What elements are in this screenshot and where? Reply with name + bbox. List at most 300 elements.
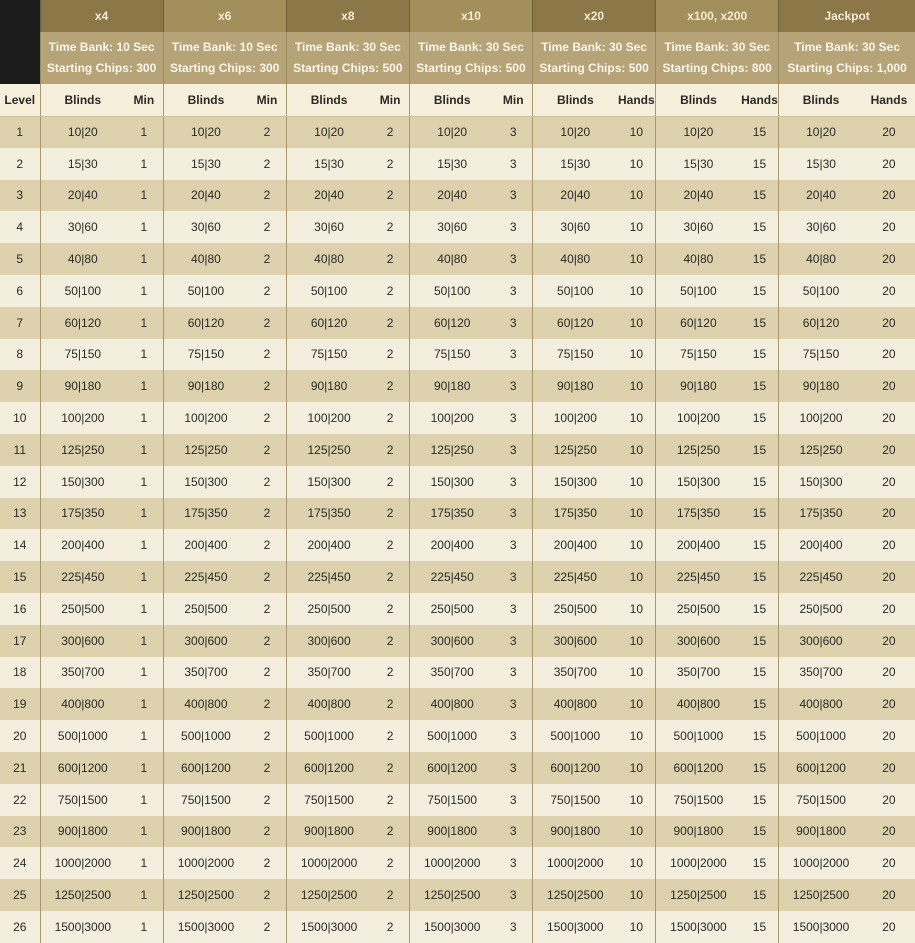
blinds-cell: 1250|2500 <box>779 879 863 911</box>
duration-cell: 2 <box>248 816 286 848</box>
table-row <box>0 911 915 943</box>
duration-cell: 15 <box>741 243 779 275</box>
level-cell: 20 <box>0 720 40 752</box>
duration-cell: 1 <box>125 911 163 943</box>
duration-cell: 3 <box>494 434 532 466</box>
blinds-cell: 250|500 <box>533 593 618 625</box>
blinds-cell: 1250|2500 <box>533 879 618 911</box>
blinds-cell: 15|30 <box>779 148 863 180</box>
blinds-cell: 1250|2500 <box>656 879 741 911</box>
blinds-cell: 30|60 <box>409 211 494 243</box>
duration-column-header: Min <box>494 84 532 116</box>
duration-cell: 2 <box>371 402 409 434</box>
duration-cell: 2 <box>248 561 286 593</box>
duration-cell: 10 <box>618 720 656 752</box>
duration-cell: 15 <box>741 657 779 689</box>
duration-cell: 10 <box>618 339 656 371</box>
blinds-cell: 1000|2000 <box>656 847 741 879</box>
table-row <box>0 370 915 402</box>
blinds-cell: 900|1800 <box>286 816 371 848</box>
blinds-cell: 90|180 <box>656 370 741 402</box>
duration-cell: 20 <box>863 816 915 848</box>
duration-cell: 2 <box>371 498 409 530</box>
starting-chips-text: Starting Chips: 300 <box>46 61 157 75</box>
time-bank-text: Time Bank: 10 Sec <box>171 40 278 54</box>
blinds-cell: 150|300 <box>286 466 371 498</box>
blinds-cell: 60|120 <box>409 307 494 339</box>
duration-cell: 10 <box>618 148 656 180</box>
duration-column-header: Min <box>125 84 163 116</box>
duration-cell: 15 <box>741 370 779 402</box>
table-row <box>0 243 915 275</box>
blinds-cell: 750|1500 <box>40 784 125 816</box>
duration-cell: 20 <box>863 911 915 943</box>
column-header-row <box>0 84 915 116</box>
blinds-cell: 90|180 <box>779 370 863 402</box>
blinds-cell: 90|180 <box>409 370 494 402</box>
level-cell: 23 <box>0 816 40 848</box>
duration-cell: 15 <box>741 275 779 307</box>
duration-cell: 20 <box>863 116 915 148</box>
blinds-cell: 100|200 <box>163 402 248 434</box>
duration-cell: 1 <box>125 561 163 593</box>
duration-cell: 15 <box>741 339 779 371</box>
blinds-cell: 15|30 <box>163 148 248 180</box>
duration-cell: 1 <box>125 434 163 466</box>
blinds-cell: 10|20 <box>533 116 618 148</box>
duration-cell: 2 <box>248 339 286 371</box>
duration-cell: 20 <box>863 688 915 720</box>
game-info-x20 <box>533 32 656 84</box>
blinds-column-header: Blinds <box>779 84 863 116</box>
blinds-cell: 125|250 <box>779 434 863 466</box>
duration-cell: 20 <box>863 879 915 911</box>
duration-column-header: Hands <box>863 84 915 116</box>
duration-cell: 20 <box>863 275 915 307</box>
game-info-jackpot <box>779 32 915 84</box>
duration-cell: 15 <box>741 625 779 657</box>
blinds-cell: 60|120 <box>533 307 618 339</box>
duration-cell: 2 <box>248 243 286 275</box>
level-cell: 22 <box>0 784 40 816</box>
blinds-cell: 1500|3000 <box>533 911 618 943</box>
table-row <box>0 879 915 911</box>
blinds-cell: 15|30 <box>40 148 125 180</box>
game-name-x6: x6 <box>163 0 286 32</box>
time-bank-text: Time Bank: 10 Sec <box>48 40 155 54</box>
table-row <box>0 720 915 752</box>
blinds-cell: 75|150 <box>409 339 494 371</box>
duration-cell: 20 <box>863 339 915 371</box>
duration-cell: 2 <box>248 593 286 625</box>
blinds-cell: 150|300 <box>779 466 863 498</box>
blinds-cell: 75|150 <box>40 339 125 371</box>
blinds-cell: 1250|2500 <box>409 879 494 911</box>
duration-cell: 10 <box>618 116 656 148</box>
duration-cell: 20 <box>863 307 915 339</box>
duration-cell: 10 <box>618 402 656 434</box>
duration-cell: 2 <box>248 911 286 943</box>
blinds-cell: 20|40 <box>533 180 618 212</box>
duration-cell: 1 <box>125 816 163 848</box>
duration-cell: 15 <box>741 498 779 530</box>
duration-cell: 2 <box>248 434 286 466</box>
duration-cell: 15 <box>741 784 779 816</box>
duration-cell: 10 <box>618 498 656 530</box>
blinds-cell: 1000|2000 <box>40 847 125 879</box>
blinds-cell: 10|20 <box>163 116 248 148</box>
duration-cell: 10 <box>618 275 656 307</box>
duration-cell: 10 <box>618 466 656 498</box>
starting-chips-text: Starting Chips: 1,000 <box>787 61 907 75</box>
time-bank-text: Time Bank: 30 Sec <box>541 40 647 54</box>
level-cell: 21 <box>0 752 40 784</box>
game-name-x100-x200: x100, x200 <box>656 0 779 32</box>
table-row <box>0 116 915 148</box>
table-row <box>0 752 915 784</box>
game-info-x8 <box>286 32 409 84</box>
blinds-cell: 50|100 <box>779 275 863 307</box>
blinds-cell: 225|450 <box>409 561 494 593</box>
duration-cell: 2 <box>248 275 286 307</box>
game-name-jackpot: Jackpot <box>779 0 915 32</box>
blinds-cell: 600|1200 <box>40 752 125 784</box>
blinds-cell: 20|40 <box>656 180 741 212</box>
duration-cell: 2 <box>371 370 409 402</box>
blinds-cell: 200|400 <box>656 529 741 561</box>
blinds-cell: 40|80 <box>163 243 248 275</box>
blinds-cell: 225|450 <box>163 561 248 593</box>
blinds-cell: 50|100 <box>163 275 248 307</box>
time-bank-text: Time Bank: 30 Sec <box>664 40 771 54</box>
blinds-cell: 20|40 <box>163 180 248 212</box>
duration-cell: 3 <box>494 275 532 307</box>
blinds-cell: 1000|2000 <box>163 847 248 879</box>
table-row <box>0 816 915 848</box>
blinds-cell: 1500|3000 <box>409 911 494 943</box>
starting-chips-text: Starting Chips: 800 <box>662 61 772 75</box>
duration-cell: 1 <box>125 370 163 402</box>
blinds-cell: 40|80 <box>779 243 863 275</box>
blinds-cell: 1250|2500 <box>163 879 248 911</box>
table-row <box>0 561 915 593</box>
duration-cell: 2 <box>371 211 409 243</box>
duration-cell: 10 <box>618 243 656 275</box>
duration-cell: 2 <box>248 847 286 879</box>
blinds-cell: 600|1200 <box>656 752 741 784</box>
level-cell: 16 <box>0 593 40 625</box>
game-name-x4: x4 <box>40 0 163 32</box>
duration-cell: 1 <box>125 466 163 498</box>
duration-cell: 20 <box>863 243 915 275</box>
duration-cell: 2 <box>371 625 409 657</box>
level-cell: 6 <box>0 275 40 307</box>
duration-cell: 1 <box>125 211 163 243</box>
duration-cell: 2 <box>248 625 286 657</box>
blinds-cell: 225|450 <box>779 561 863 593</box>
blinds-cell: 175|350 <box>533 498 618 530</box>
duration-cell: 2 <box>371 180 409 212</box>
level-cell: 5 <box>0 243 40 275</box>
duration-cell: 3 <box>494 529 532 561</box>
blinds-cell: 200|400 <box>409 529 494 561</box>
blinds-cell: 300|600 <box>779 625 863 657</box>
blinds-cell: 1500|3000 <box>163 911 248 943</box>
duration-cell: 3 <box>494 498 532 530</box>
duration-cell: 20 <box>863 498 915 530</box>
blinds-cell: 60|120 <box>40 307 125 339</box>
game-info-x10 <box>409 32 532 84</box>
duration-cell: 3 <box>494 402 532 434</box>
duration-cell: 2 <box>248 211 286 243</box>
blinds-cell: 900|1800 <box>533 816 618 848</box>
blinds-cell: 300|600 <box>656 625 741 657</box>
duration-cell: 3 <box>494 911 532 943</box>
blinds-cell: 50|100 <box>286 275 371 307</box>
duration-cell: 1 <box>125 116 163 148</box>
duration-cell: 10 <box>618 434 656 466</box>
duration-cell: 15 <box>741 529 779 561</box>
duration-cell: 1 <box>125 402 163 434</box>
level-cell: 2 <box>0 148 40 180</box>
duration-cell: 15 <box>741 307 779 339</box>
blinds-cell: 15|30 <box>286 148 371 180</box>
duration-cell: 2 <box>371 339 409 371</box>
duration-cell: 1 <box>125 180 163 212</box>
blinds-cell: 500|1000 <box>533 720 618 752</box>
blinds-cell: 400|800 <box>656 688 741 720</box>
duration-cell: 10 <box>618 625 656 657</box>
duration-cell: 2 <box>371 720 409 752</box>
blinds-cell: 1250|2500 <box>40 879 125 911</box>
duration-cell: 2 <box>248 116 286 148</box>
blinds-cell: 150|300 <box>163 466 248 498</box>
blinds-cell: 100|200 <box>533 402 618 434</box>
duration-cell: 3 <box>494 752 532 784</box>
blinds-cell: 10|20 <box>40 116 125 148</box>
duration-cell: 3 <box>494 339 532 371</box>
duration-cell: 10 <box>618 688 656 720</box>
duration-cell: 2 <box>248 466 286 498</box>
blinds-column-header: Blinds <box>163 84 248 116</box>
game-info-x6 <box>163 32 286 84</box>
duration-cell: 3 <box>494 180 532 212</box>
blinds-cell: 1500|3000 <box>286 911 371 943</box>
blinds-cell: 350|700 <box>163 657 248 689</box>
table-row <box>0 466 915 498</box>
duration-cell: 20 <box>863 593 915 625</box>
blinds-cell: 150|300 <box>40 466 125 498</box>
blinds-cell: 200|400 <box>286 529 371 561</box>
game-info-x4 <box>40 32 163 84</box>
duration-cell: 2 <box>371 911 409 943</box>
duration-cell: 20 <box>863 720 915 752</box>
game-header-row <box>0 0 915 32</box>
duration-cell: 15 <box>741 879 779 911</box>
blinds-column-header: Blinds <box>533 84 618 116</box>
game-info-row <box>0 32 915 84</box>
starting-chips-text: Starting Chips: 500 <box>539 61 649 75</box>
table-row <box>0 657 915 689</box>
duration-cell: 1 <box>125 307 163 339</box>
duration-cell: 1 <box>125 529 163 561</box>
blinds-cell: 20|40 <box>286 180 371 212</box>
table-row <box>0 339 915 371</box>
duration-cell: 2 <box>248 402 286 434</box>
blinds-cell: 1500|3000 <box>40 911 125 943</box>
duration-cell: 15 <box>741 434 779 466</box>
blinds-cell: 350|700 <box>779 657 863 689</box>
duration-cell: 2 <box>248 752 286 784</box>
blinds-cell: 50|100 <box>533 275 618 307</box>
blinds-cell: 250|500 <box>656 593 741 625</box>
blinds-cell: 225|450 <box>40 561 125 593</box>
duration-column-header: Min <box>371 84 409 116</box>
blinds-cell: 250|500 <box>163 593 248 625</box>
blinds-cell: 175|350 <box>409 498 494 530</box>
level-cell: 1 <box>0 116 40 148</box>
blinds-cell: 150|300 <box>409 466 494 498</box>
blinds-cell: 40|80 <box>40 243 125 275</box>
duration-cell: 1 <box>125 688 163 720</box>
duration-cell: 15 <box>741 466 779 498</box>
blinds-cell: 40|80 <box>656 243 741 275</box>
blinds-cell: 225|450 <box>286 561 371 593</box>
blinds-cell: 500|1000 <box>656 720 741 752</box>
blinds-cell: 200|400 <box>533 529 618 561</box>
duration-cell: 15 <box>741 816 779 848</box>
level-cell: 12 <box>0 466 40 498</box>
level-column-header: Level <box>0 84 40 116</box>
duration-cell: 20 <box>863 402 915 434</box>
blinds-cell: 600|1200 <box>163 752 248 784</box>
level-cell: 17 <box>0 625 40 657</box>
duration-cell: 10 <box>618 657 656 689</box>
blinds-cell: 1000|2000 <box>286 847 371 879</box>
blinds-cell: 90|180 <box>286 370 371 402</box>
blinds-cell: 600|1200 <box>286 752 371 784</box>
level-cell: 8 <box>0 339 40 371</box>
table-row <box>0 180 915 212</box>
duration-cell: 10 <box>618 784 656 816</box>
blinds-cell: 10|20 <box>656 116 741 148</box>
duration-cell: 2 <box>371 593 409 625</box>
duration-cell: 20 <box>863 529 915 561</box>
blinds-cell: 350|700 <box>533 657 618 689</box>
duration-cell: 1 <box>125 720 163 752</box>
table-row <box>0 275 915 307</box>
duration-cell: 20 <box>863 657 915 689</box>
blinds-cell: 10|20 <box>409 116 494 148</box>
duration-cell: 15 <box>741 752 779 784</box>
blinds-cell: 10|20 <box>779 116 863 148</box>
duration-cell: 2 <box>371 847 409 879</box>
duration-cell: 2 <box>371 784 409 816</box>
duration-cell: 3 <box>494 625 532 657</box>
blinds-cell: 350|700 <box>656 657 741 689</box>
blinds-cell: 100|200 <box>656 402 741 434</box>
duration-cell: 2 <box>371 148 409 180</box>
table-row <box>0 625 915 657</box>
blinds-cell: 300|600 <box>286 625 371 657</box>
duration-cell: 10 <box>618 879 656 911</box>
duration-cell: 1 <box>125 339 163 371</box>
duration-cell: 1 <box>125 275 163 307</box>
blinds-cell: 400|800 <box>40 688 125 720</box>
blinds-cell: 300|600 <box>40 625 125 657</box>
duration-cell: 2 <box>371 879 409 911</box>
blinds-cell: 600|1200 <box>533 752 618 784</box>
duration-cell: 15 <box>741 402 779 434</box>
duration-cell: 15 <box>741 148 779 180</box>
blinds-cell: 90|180 <box>163 370 248 402</box>
game-name-x8: x8 <box>286 0 409 32</box>
duration-cell: 20 <box>863 784 915 816</box>
blinds-cell: 250|500 <box>286 593 371 625</box>
duration-cell: 20 <box>863 625 915 657</box>
duration-cell: 15 <box>741 211 779 243</box>
duration-cell: 2 <box>371 275 409 307</box>
duration-cell: 20 <box>863 211 915 243</box>
duration-column-header: Hands <box>618 84 656 116</box>
blinds-cell: 30|60 <box>286 211 371 243</box>
blinds-cell: 15|30 <box>533 148 618 180</box>
duration-column-header: Hands <box>741 84 779 116</box>
blinds-cell: 250|500 <box>779 593 863 625</box>
duration-cell: 10 <box>618 911 656 943</box>
level-cell: 11 <box>0 434 40 466</box>
duration-cell: 3 <box>494 657 532 689</box>
blinds-cell: 40|80 <box>533 243 618 275</box>
blinds-cell: 500|1000 <box>409 720 494 752</box>
blinds-cell: 75|150 <box>163 339 248 371</box>
table-row <box>0 784 915 816</box>
blinds-cell: 350|700 <box>286 657 371 689</box>
duration-cell: 10 <box>618 529 656 561</box>
duration-cell: 3 <box>494 784 532 816</box>
blinds-cell: 400|800 <box>533 688 618 720</box>
time-bank-text: Time Bank: 30 Sec <box>418 40 524 54</box>
duration-cell: 3 <box>494 816 532 848</box>
blinds-cell: 175|350 <box>779 498 863 530</box>
level-cell: 18 <box>0 657 40 689</box>
table-row <box>0 688 915 720</box>
table-row <box>0 498 915 530</box>
duration-cell: 3 <box>494 116 532 148</box>
header-corner <box>0 0 40 32</box>
duration-cell: 2 <box>248 370 286 402</box>
level-cell: 10 <box>0 402 40 434</box>
duration-cell: 2 <box>248 784 286 816</box>
starting-chips-text: Starting Chips: 500 <box>416 61 526 75</box>
blinds-cell: 150|300 <box>533 466 618 498</box>
blinds-cell: 60|120 <box>163 307 248 339</box>
level-cell: 7 <box>0 307 40 339</box>
blinds-cell: 350|700 <box>409 657 494 689</box>
blinds-cell: 50|100 <box>409 275 494 307</box>
info-corner <box>0 32 40 84</box>
blinds-cell: 1250|2500 <box>286 879 371 911</box>
level-cell: 3 <box>0 180 40 212</box>
duration-cell: 10 <box>618 307 656 339</box>
duration-cell: 10 <box>618 370 656 402</box>
blinds-cell: 400|800 <box>163 688 248 720</box>
duration-cell: 2 <box>248 879 286 911</box>
duration-cell: 15 <box>741 720 779 752</box>
blinds-cell: 900|1800 <box>779 816 863 848</box>
blinds-cell: 750|1500 <box>163 784 248 816</box>
blinds-cell: 750|1500 <box>656 784 741 816</box>
